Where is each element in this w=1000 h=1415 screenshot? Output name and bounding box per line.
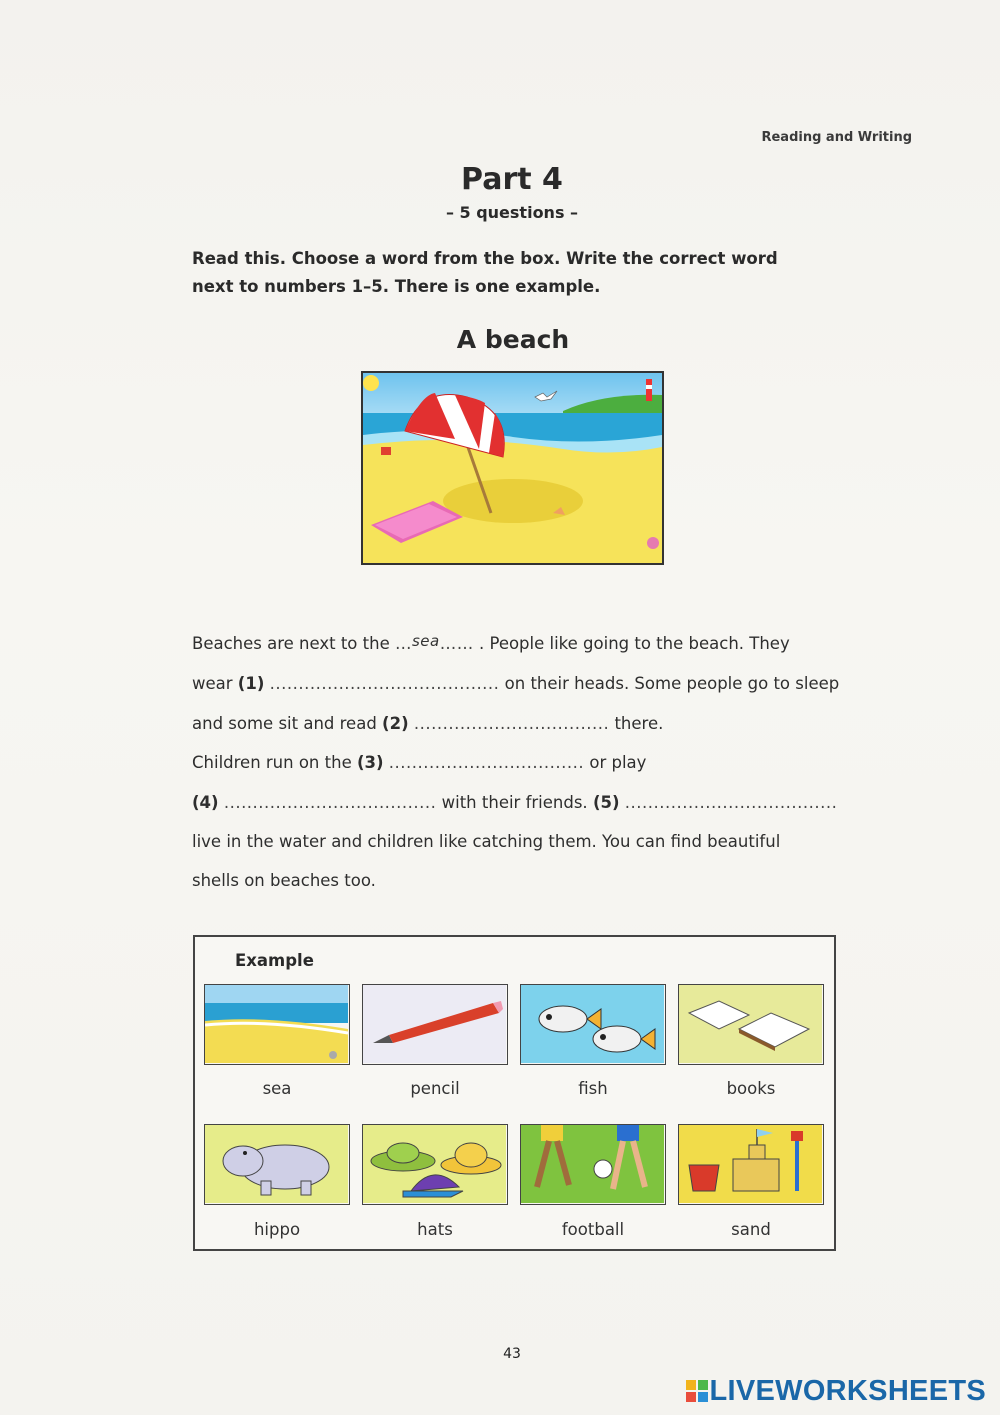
story-line-6: live in the water and children like catching them. You can find beautiful (192, 832, 781, 852)
question-5-number: (5) (592, 792, 620, 812)
books-picture (678, 984, 824, 1065)
sea-picture (204, 984, 350, 1065)
story-line-7: shells on beaches too. (192, 871, 376, 891)
beach-picture (361, 371, 664, 565)
word-fish: fish (578, 1079, 608, 1098)
part-title: Part 4 (461, 162, 563, 197)
answer-blank-3[interactable]: .................................. (388, 753, 585, 773)
instructions-line-2: next to numbers 1–5. There is one example. (192, 277, 601, 296)
example-label: Example (235, 951, 314, 970)
fish-picture (520, 984, 666, 1065)
word-sand: sand (731, 1220, 771, 1239)
story-text-segment: Beaches are next to the (192, 634, 395, 653)
hippo-picture (204, 1124, 350, 1205)
answer-blank-5[interactable]: ..................................... (624, 792, 838, 812)
story-text-segment: and some sit and read (192, 713, 383, 733)
pencil-picture (362, 984, 508, 1065)
page-number: 43 (503, 1346, 521, 1362)
story-line-3 (192, 704, 852, 743)
liveworksheets-logo-icon (686, 1380, 708, 1402)
brand-name: LIVEWORKSHEETS (709, 1374, 986, 1407)
hats-picture (362, 1124, 508, 1205)
word-hippo: hippo (253, 1220, 301, 1239)
story-line-1 (192, 624, 852, 664)
story-text (192, 624, 852, 901)
story-text-segment: Children run on the (192, 753, 357, 773)
word-hats: hats (417, 1220, 453, 1239)
word-football: football (561, 1220, 625, 1239)
answer-blank-2[interactable]: .................................. (413, 713, 610, 733)
instructions-line-1: Read this. Choose a word from the box. Write the correct word (192, 249, 778, 268)
example-answer: sea (411, 632, 440, 650)
story-text-segment: on their heads. Some people go to sleep (499, 674, 840, 694)
story-text-segment: or play (584, 753, 647, 773)
brand-logo[interactable] (686, 1376, 987, 1406)
word-box (193, 935, 836, 1251)
story-text-segment: wear (192, 674, 238, 694)
story-line-5 (192, 783, 852, 822)
answer-blank-4[interactable]: ..................................... (223, 792, 437, 812)
story-line-2 (192, 664, 852, 703)
question-3-number: (3) (356, 753, 384, 773)
example-answer-blank: …sea…… (394, 632, 474, 653)
word-pencil: pencil (410, 1079, 460, 1098)
question-1-number: (1) (237, 674, 265, 694)
question-2-number: (2) (382, 713, 409, 733)
instructions (192, 245, 832, 301)
story-line-4 (192, 743, 852, 782)
part-subtitle: – 5 questions – (445, 203, 579, 222)
answer-blank-1[interactable]: ........................................ (269, 674, 500, 694)
question-4-number: (4) (192, 792, 219, 812)
section-label: Reading and Writing (761, 130, 912, 145)
story-title: A beach (456, 325, 570, 354)
story-text-segment: with their friends. (436, 792, 593, 812)
story-text-segment: there. (609, 713, 664, 733)
word-books: books (726, 1079, 776, 1098)
beach-umbrella-picture (363, 373, 662, 563)
football-picture (520, 1124, 666, 1205)
story-text-segment: . People like going to the beach. They (473, 634, 790, 653)
sand-picture (678, 1124, 824, 1205)
word-sea: sea (262, 1079, 292, 1098)
